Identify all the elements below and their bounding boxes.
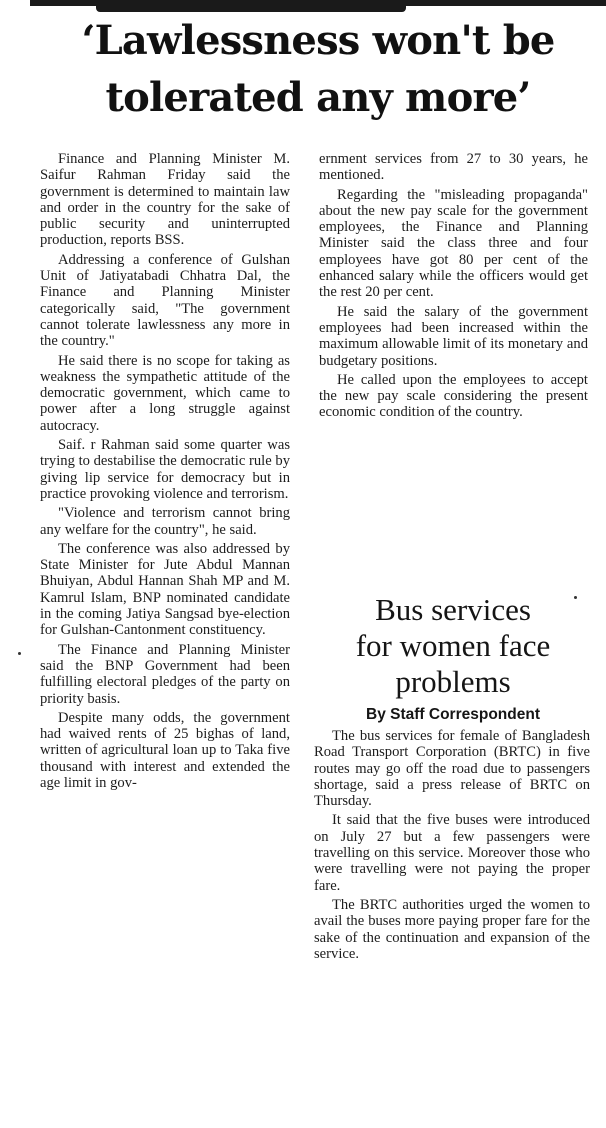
- print-speck: [18, 652, 21, 655]
- article-2-paragraph: The bus services for female of Bangladesh Road Transport Corporation (BRTC) in five routes may go off the road due to passengers shortage, said a press release of BRTC on Thursday.: [314, 728, 590, 810]
- article-2-headline-line-1: Bus services: [375, 592, 531, 627]
- article-1-paragraph: Finance and Planning Minister M. Saifur Rahman Friday said the government is determined to maintain law and order in the country for the sake of public security and uninterrupted production, reports BSS.: [40, 151, 290, 249]
- article-1-paragraph: "Violence and terrorism cannot bring any welfare for the country", he said.: [40, 505, 290, 538]
- article-2-byline: By Staff Correspondent: [366, 706, 540, 723]
- article-2-headline-line-2: for women face: [355, 628, 551, 663]
- article-1-column-1: [40, 151, 290, 791]
- article-2-headline: [318, 592, 588, 700]
- article-1-paragraph: He said there is no scope for taking as weakness the sympathetic attitude of the democratic government, which came to power after a long struggle against autocracy.: [40, 352, 290, 434]
- article-1-column-2: [319, 151, 588, 421]
- top-rule-notch: [96, 0, 406, 12]
- main-headline: [30, 12, 606, 126]
- article-1-paragraph: The Finance and Planning Minister said the BNP Government had been fulfilling electoral pledges of the party on priority basis.: [40, 641, 290, 707]
- article-1-paragraph: The conference was also addressed by State Minister for Jute Abdul Mannan Bhuiyan, Abdul Hannan Shah MP and M. Kamrul Islam, BNP nominated candidate in the coming Jatiya Sangsad bye-election for Gulshan-Cantonment constituency.: [40, 540, 290, 639]
- article-2-paragraph: It said that the five buses were introduced on July 27 but a few passengers were travelling on this service. Moreover those who were travelling were not paying the proper fare.: [314, 812, 590, 894]
- main-headline-line-2: tolerated any more’: [105, 74, 531, 121]
- article-1-paragraph: Despite many odds, the government had waived rents of 25 bighas of land, written of agricultural loan up to Taka five thousand with interest and extended the age limit in gov-: [40, 709, 290, 791]
- article-1-continued-paragraph: He called upon the employees to accept the new pay scale considering the present economic condition of the country.: [319, 371, 588, 421]
- article-1-paragraph: Saif. r Rahman said some quarter was trying to destabilise the democratic rule by giving lip service for democracy but in practice provoking violence and terrorism.: [40, 437, 290, 502]
- article-1-continued-paragraph: Regarding the "misleading propaganda" about the new pay scale for the government employees, the Finance and Planning Minister said the class three and four employees have got 80 per cent of the enhanced salary while the officers would get the rest 20 per cent.: [319, 186, 588, 301]
- article-2-headline-line-3: problems: [395, 664, 511, 699]
- article-1-continued-paragraph: ernment services from 27 to 30 years, he mentioned.: [319, 151, 588, 184]
- article-1-paragraph: Addressing a conference of Gulshan Unit of Jatiyatabadi Chhatra Dal, the Finance and Planning Minister categorically said, "The government cannot tolerate lawlessness any more in the country.": [40, 251, 290, 350]
- article-2-body: [314, 728, 590, 962]
- article-1-continued-paragraph: He said the salary of the government employees had been increased within the maximum allowable limit of its monetary and budgetary positions.: [319, 303, 588, 369]
- main-headline-line-1: ‘Lawlessness won't be: [81, 17, 555, 64]
- article-2-paragraph: The BRTC authorities urged the women to avail the buses more paying proper fare for the sake of the continuation and expansion of the service.: [314, 896, 590, 962]
- print-speck: [574, 596, 577, 599]
